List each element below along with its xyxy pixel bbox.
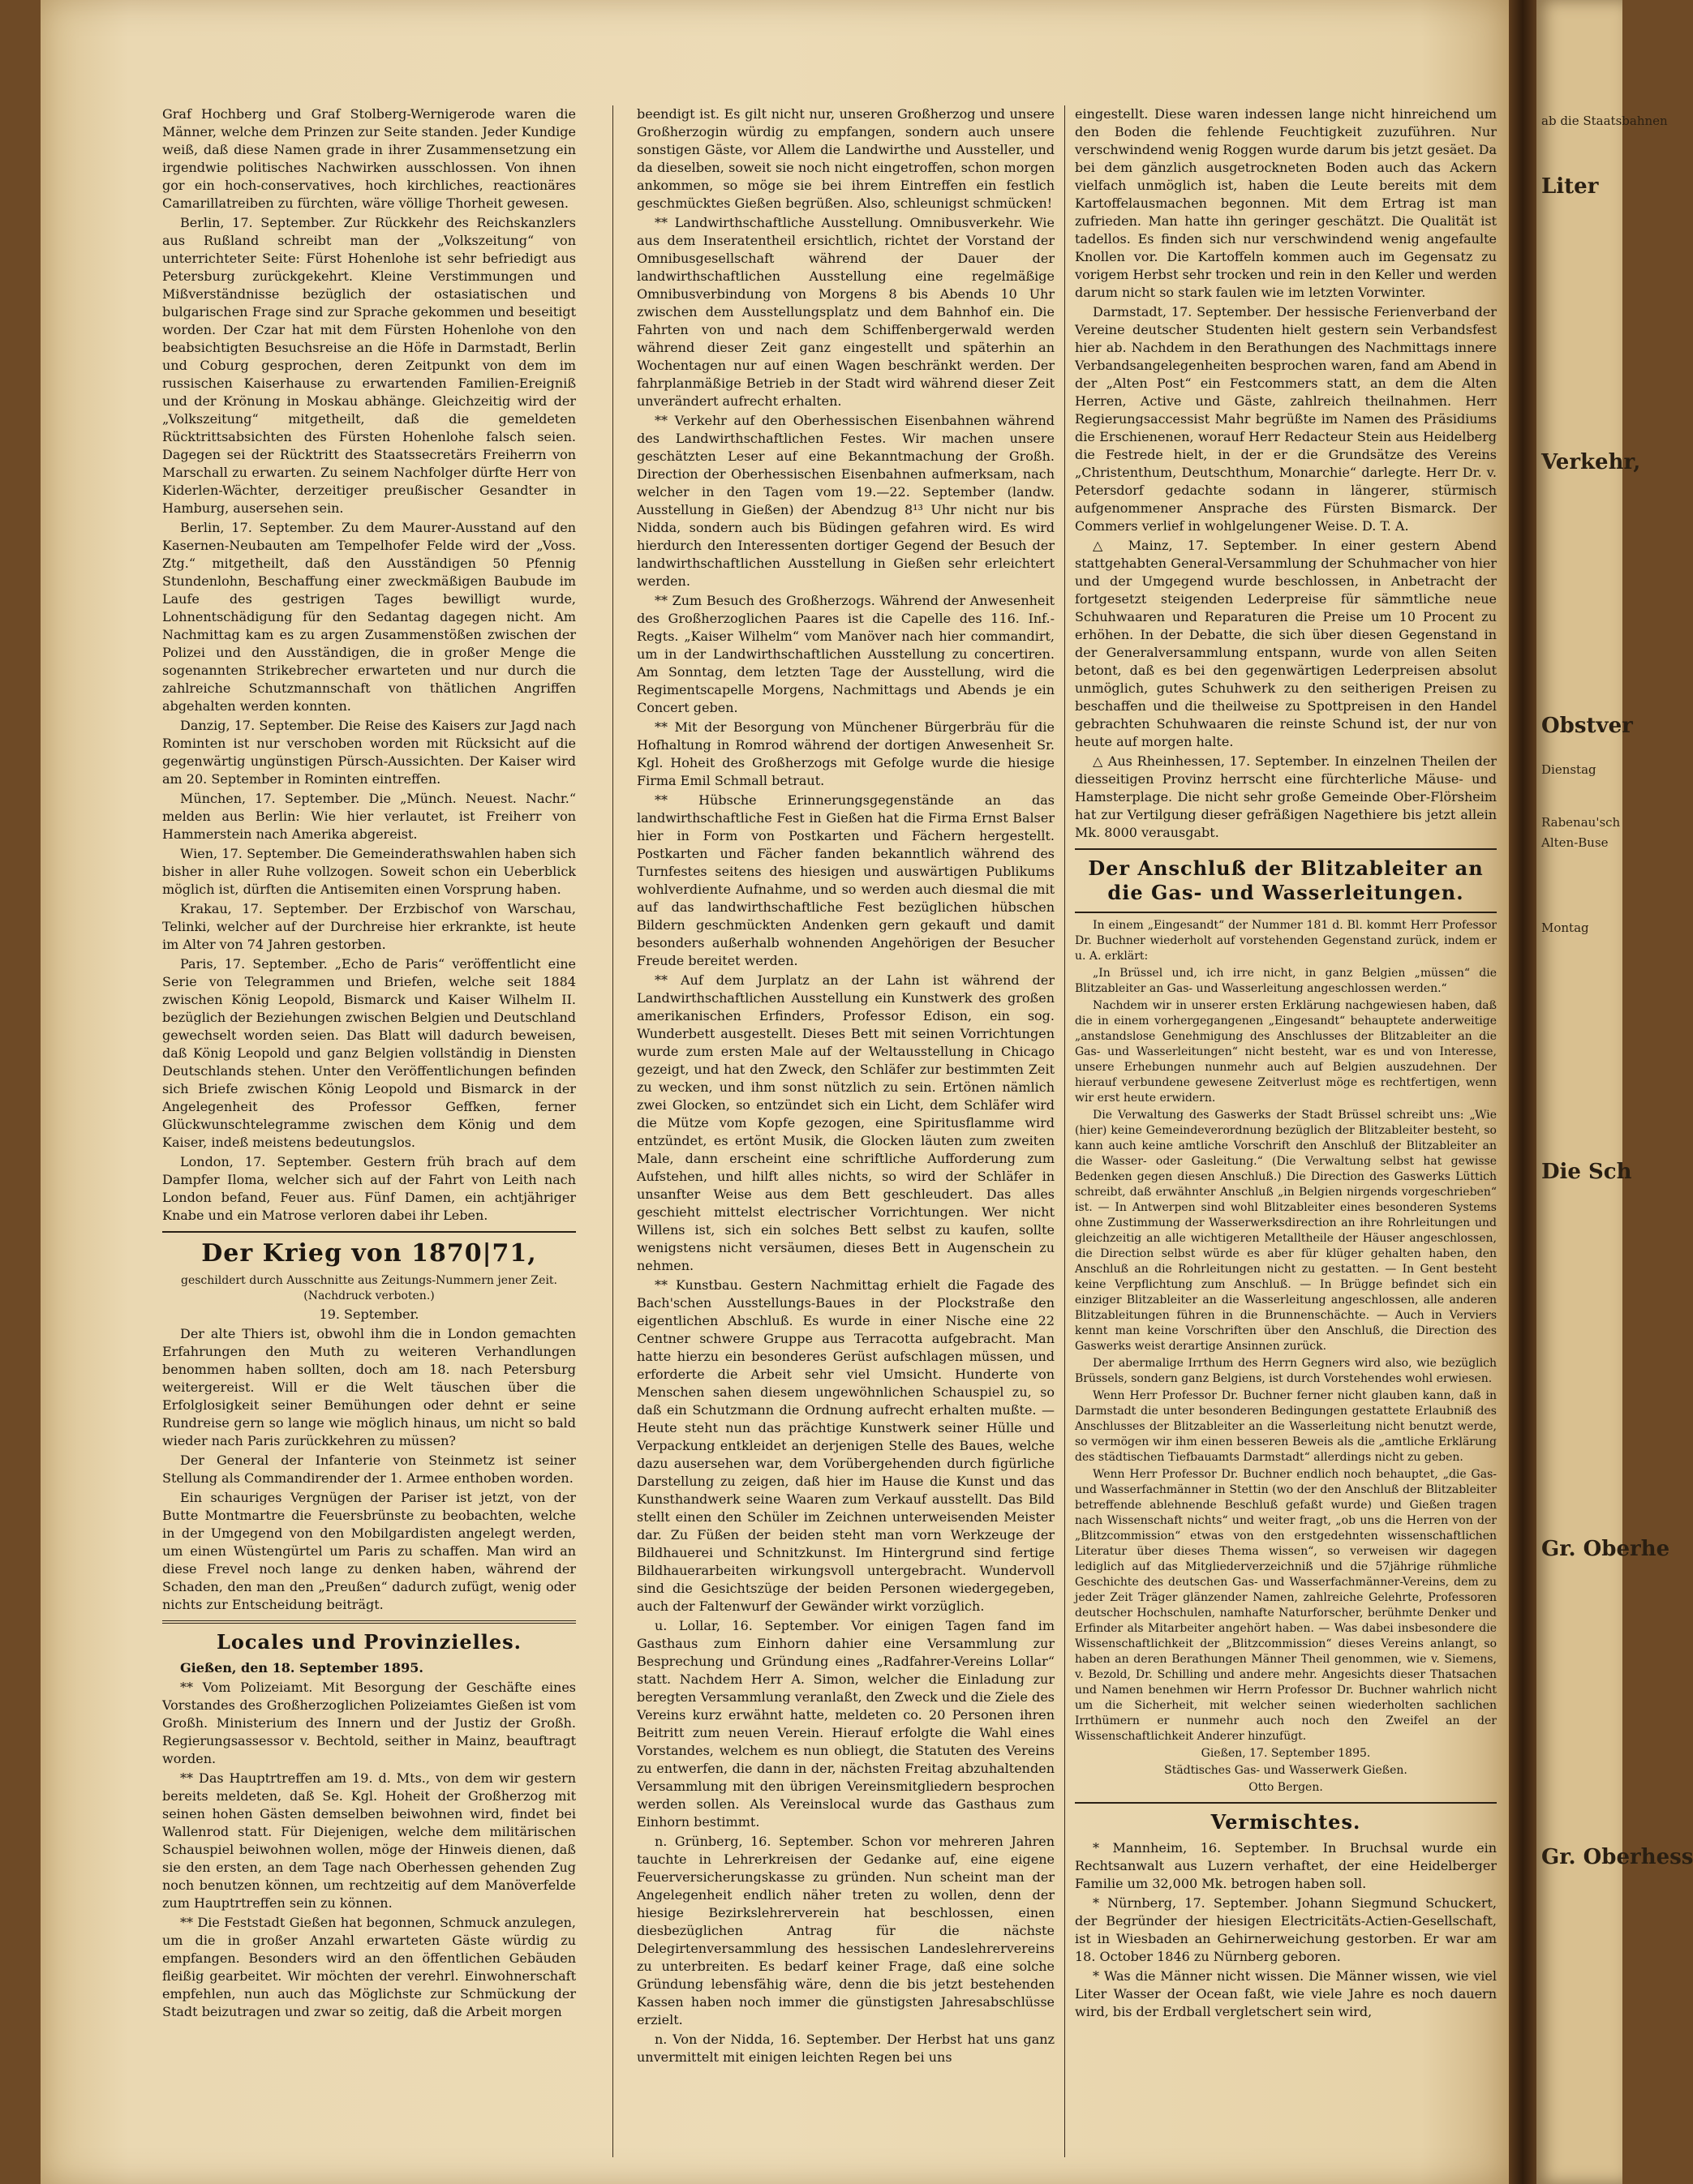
article-paragraph: ** Zum Besuch des Großherzogs. Während der Anwesenheit des Großherzoglichen Paares ist die Capelle des 116. Inf.-Regts. „Kaiser Wilhelm“ vom Manöver nach hier commandirt, um in der Landwirthschaftlichen Ausstellung zu concertiren. Am Sonntag, dem letzten Tage der Ausstellung, wird die Regimentscapelle Morgens, Nachmittags und Abends je ein Concert geben. [637,593,1055,715]
article-paragraph: ** Verkehr auf den Oberhessischen Eisenbahnen während des Landwirthschaftlichen Festes. Wir machen unsere geschätzten Leser auf eine Bekanntmachung der Großh. Direction der Oberhessischen Eisenbahnen aufmerksam, nach welcher in den Tagen vom 19.—22. September (landw. Ausstellung in Gießen) der Abendzug 8¹³ Uhr nicht nur bis Nidda, sondern auch bis Büdingen gefahren wird. Es wird hierdurch den Interessenten dortiger Gegend der Besuch der landwirthschaftlichen Ausstellung in Gießen sehr erleichtert werden. [637,413,1055,589]
blitz-article-title: Der Anschluß der Blitzableiter an die Gas- und Wasserleitungen. [1088,856,1484,904]
article-paragraph: Wien, 17. September. Die Gemeinderathswahlen haben sich bisher in aller Ruhe vollzogen. Soweit schon ein Ueberblick möglich ist, dürften die Antisemiten einen Vorsprung haben. [162,846,576,897]
adjacent-page-fragment: Obstver [1541,714,1633,738]
article-paragraph: ** Landwirthschaftliche Ausstellung. Omnibusverkehr. Wie aus dem Inseratentheil ersichtlich, richtet der Vorstand der Omnibusgesellschaft während der Dauer der landwirthschaftlichen Ausstellung eine regelmäßige Omnibusverbindung von Morgens 8 bis Abends 10 Uhr zwischen dem Ausstellungsplatz und dem Bahnhof ein. Die Fahrten von und nach dem Schiffenbergerwald werden während dieser Zeit ganz eingestellt und späterhin an Wochentagen nur auf einen Wagen beschränkt werden. Der fahrplanmäßige Betrieb in der Stadt wird während dieser Zeit unverändert aufrecht erhalten. [637,215,1055,409]
article-paragraph: Darmstadt, 17. September. Der hessische Ferienverband der Vereine deutscher Studenten hielt gestern sein Verbandsfest hier ab. Nachdem in den Berathungen des Nachmittags innere Verbandsangelegenheiten besprochen waren, fand am Abend in der „Alten Post“ ein Festcommers statt, an dem die Alten Herren, Active und Gäste, zahlreich theilnahmen. Herr Regierungsaccessist Mahr begrüßte im Namen des Präsidiums die Erschienenen, worauf Herr Redacteur Stein aus Heidelberg die Festrede hielt, in der er die Grundsätze des Vereins „Christenthum, Deutschthum, Monarchie“ darlegte. Herr Dr. v. Petersdorf gedachte sodann in längerer, stürmisch aufgenommener Ansprache des Fürsten Bismarck. Der Commers verlief in wohlgelungener Weise. D. T. A. [1075,304,1497,534]
section-divider [1075,848,1497,850]
article-paragraph: * Mannheim, 16. September. In Bruchsal wurde ein Rechtsanwalt aus Luzern verhaftet, der eine Heidelberger Familie um 32,000 Mk. betrogen haben soll. [1075,1840,1497,1891]
article-paragraph: eingestellt. Diese waren indessen lange nicht hinreichend um den Boden die fehlende Feuchtigkeit zuzuführen. Nur verschwindend wenig Roggen wurde darum bis jetzt gesäet. Da bei dem gänzlich ausgetrockneten Boden auch das Ackern vielfach unmöglich ist, haben die Leute bereits mit dem Kartoffelausmachen begonnen. Mit dem Ertrag ist man zufrieden. Man hatte ihn geringer geschätzt. Die Qualität ist tadellos. Es finden sich nur verschwindend wenig angefaulte Knollen vor. Die Kartoffeln kommen auch im Gegensatz zu vorigem Herbst sehr trocken und rein in den Keller und werden darum nicht so stark faulen wie im letzten Vorwinter. [1075,106,1497,300]
section-divider [162,1620,576,1624]
article-paragraph: u. Lollar, 16. September. Vor einigen Tagen fand im Gasthaus zum Einhorn dahier eine Versammlung zur Besprechung und Gründung eines „Radfahrer-Vereins Lollar“ statt. Nachdem Herr A. Simon, welcher die Einladung zur beregten Versammlung veranlaßt, den Zweck und die Ziele des Vereins kurz erwähnt hatte, meldeten co. 20 Personen ihren Beitritt zum neuen Verein. Hierauf erfolgte die Wahl eines Vorstandes, welchem es nun obliegt, die Statuten des Vereins zu entwerfen, die dann in der, nächsten Freitag abzuhaltenden Versammlung mit den übrigen Vereinsmitgliedern besprochen werden sollen. Als Vereinslocal wurde das Gasthaus zum Einhorn bestimmt. [637,1618,1055,1830]
article-paragraph: Ein schauriges Vergnügen der Pariser ist jetzt, von der Butte Montmartre die Feuersbrünste zu beobachten, welche in der Umgegend von den Mobilgardisten angelegt werden, um einen Wüstengürtel um Paris zu schaffen. Man wird an diese Frevel noch lange zu denken haben, während der Schaden, den man den „Preußen“ dadurch zufügt, wenig oder nichts zur Entscheidung beiträgt. [162,1490,576,1612]
local-section-dateline: Gießen, den 18. September 1895. [180,1660,423,1676]
local-section-title: Locales und Provinzielles. [217,1630,522,1654]
article-paragraph: * Nürnberg, 17. September. Johann Siegmund Schuckert, der Begründer der hiesigen Electricitäts-Actien-Gesellschaft, ist in Wiesbaden an Gehirnerweichung gestorben. Er war am 18. October 1846 zu Nürnberg geboren. [1075,1895,1497,1964]
section-divider [1075,1802,1497,1804]
war-section-title: Der Krieg von 1870|71, [201,1239,537,1268]
section-divider [162,1231,576,1233]
article-paragraph: * Was die Männer nicht wissen. Die Männer wissen, wie viel Liter Wasser der Ocean faßt, wie viele Jahre es noch dauern wird, bis der Erdball vergletschert sein wird, [1075,1968,1497,2019]
article-paragraph: ** Die Feststadt Gießen hat begonnen, Schmuck anzulegen, um die in großer Anzahl erwarteten Gäste würdig zu empfangen. Besonders wird an den öffentlichen Gebäuden fleißig gearbeitet. Wir möchten der verehrl. Einwohnerschaft empfehlen, nun auch das Möglichste zur Schmückung der Stadt beizutragen und zwar so zeitig, daß die Arbeit morgen [162,1915,576,2019]
adjacent-page-edge [1536,0,1693,2184]
adjacent-page-fragment: Liter [1541,174,1599,199]
article-paragraph: London, 17. September. Gestern früh brach auf dem Dampfer Iloma, welcher sich auf der Fahrt von Leith nach London befand, Feuer aus. Fünf Damen, ein achtjähriger Knabe und ein Matrose verloren dabei ihr Leben. [162,1154,576,1223]
article-paragraph: Graf Hochberg und Graf Stolberg-Wernigerode waren die Männer, welche dem Prinzen zur Seite standen. Jeder Kundige weiß, daß diese Namen grade in ihrer Zusammensetzung ein irgendwie politisches Nachwirken ausschlossen. Von ihnen gor ein hoch-conservatives, hoch kirchliches, reactionäres Camarillatreiben zu fürchten, wäre völlige Thorheit gewesen. [162,106,576,211]
article-paragraph: In einem „Eingesandt“ der Nummer 181 d. Bl. kommt Herr Professor Dr. Buchner wiederholt auf vorstehenden Gegenstand zurück, indem er u. A. erklärt: [1075,919,1497,963]
adjacent-page-fragment: Verkehr, [1541,450,1641,474]
article-paragraph: Wenn Herr Professor Dr. Buchner ferner nicht glauben kann, daß in Darmstadt die unter besonderen Bedingungen gestattete Erlaubniß des Anschlusses der Blitzableiter an die Wasserleitung nicht benutzt werde, so vermögen wir ihm einen besseren Beweis als die „amtliche Erklärung des städtischen Tiefbauamts Darmstadt“ allerdings nicht zu geben. [1075,1389,1497,1464]
article-paragraph: Die Verwaltung des Gaswerks der Stadt Brüssel schreibt uns: „Wie (hier) keine Gemeindeverordnung bezüglich der Blitzableiter besteht, so kann auch keine amtliche Vorschrift den Anschluß der Blitzableiter an die Wasser- oder Gasleitung.“ (Die Verwaltung selbst hat gewisse Bedenken gegen diesen Anschluß.) Die Direction des Gaswerks Lüttich schreibt, daß erwähnter Anschluß „in Belgien nirgends vorgeschrieben“ ist. — In Antwerpen sind wohl Blitzableiter eines besonderen Systems ohne Zustimmung der Wasserwerksdirection an ihre Rohrleitungen und gleichzeitig an alle wichtigeren Metalltheile der Häuser angeschlossen, die Direction selbst würde es aber für klüger gehalten haben, den Anschluß an die Rohrleitungen nicht zu gestatten. — In Gent besteht keine Verpflichtung zum Anschluß. — In Brügge befindet sich ein einziger Blitzableiter an die Wasserleitung angeschlossen, alle anderen Blitzableitungen führen in die Brunnenschächte. — Auch in Verviers kennt man keine Vorschriften über den Anschluß, die Direction des Gaswerks weist derartige Ansinnen zurück. [1075,1109,1497,1353]
adjacent-page-fragment: Gr. Oberhe [1541,1537,1670,1561]
adjacent-page-fragment: Gr. Oberhess [1541,1845,1693,1869]
adjacent-page-fragment: Dienstag [1541,762,1596,777]
article-paragraph: ** Mit der Besorgung von Münchener Bürgerbräu für die Hofhaltung in Romrod während der dortigen Anwesenheit Sr. Kgl. Hoheit des Großherzogs mit Gefolge wurde die hiesige Firma Emil Schmall betraut. [637,719,1055,788]
article-paragraph: ** Das Hauptrtreffen am 19. d. Mts., von dem wir gestern bereits meldeten, daß Se. Kgl. Hoheit der Großherzog mit seinen hohen Gästen demselben beiwohnen wird, findet bei Wallenrod statt. Für Diejenigen, welche dem militärischen Schauspiel beiwohnen wollen, möge der Hinweis dienen, daß sie den ersten, an dem Tage nach Oberhessen gehenden Zug noch benutzen können, um rechtzeitig auf dem Manöverfelde zum Hauptrtreffen sein zu können. [162,1770,576,1911]
adjacent-page-fragment: Alten-Buse [1541,835,1609,850]
article-paragraph: n. Grünberg, 16. September. Schon vor mehreren Jahren tauchte in Lehrerkreisen der Gedanke auf, eine eigene Feuerversicherungskasse zu gründen. Nun scheint man der Angelegenheit endlich näher treten zu wollen, denn der hiesige Bezirkslehrerverein hat beschlossen, einen diesbezüglichen Antrag für die nächste Delegirtenversammlung des hessischen Landeslehrervereins zu unterbreiten. Es bedarf keiner Frage, daß eine solche Gründung lebensfähig wäre, denn die bis jetzt bestehenden Kassen haben noch immer die günstigsten Jahresabschlüsse erzielt. [637,1834,1055,2027]
signature-org: Städtisches Gas- und Wasserwerk Gießen. [1164,1764,1407,1777]
article-paragraph: ** Kunstbau. Gestern Nachmittag erhielt die Fagade des Bach'schen Ausstellungs-Baues in der Plockstraße den eigentlichen Abschluß. Es wurde in einer Nische eine 22 Centner schwere Gruppe aus Terracotta aufgebracht. Man hatte hierzu ein besonderes Gerüst aufschlagen müssen, und erforderte die Arbeit sehr viel Umsicht. Hunderte von Menschen sahen diesem ungewöhnlichen Schauspiel zu, so daß ein Schutzmann die Ordnung aufrecht erhalten mußte. — Heute steht nun das prächtige Kunstwerk seiner Hülle und Verpackung entkleidet an derjenigen Stelle des Baues, welche dazu ausersehen war, dem Vorübergehenden durch figürliche Darstellung zu zeigen, daß hier im Hause die Kunst und das Kunsthandwerk seine Waaren zum Verkauf ausstellt. Das Bild stellt einen den Schüler im Zeichnen unterweisenden Meister dar. Zu Füßen der beiden steht man vorn Werkzeuge der Bildhauerei und Schnitzkunst. Im Hintergrund sind fertige Bildhauerarbeiten wirkungsvoll untergebracht. Wundervoll sind die Gesichtszüge der beiden Personen wiedergegeben, auch der Faltenwurf der Gewänder wirkt vorzüglich. [637,1277,1055,1614]
article-paragraph: ** Auf dem Jurplatz an der Lahn ist während der Landwirthschaftlichen Ausstellung ein Kunstwerk des großen amerikanischen Erfinders, Professor Edison, ein sog. Wunderbett ausgestellt. Dieses Bett mit seinen Vorrichtungen wurde zum ersten Male auf der Weltausstellung in Chicago gezeigt, und hat den Zweck, den Schläfer zur bestimmten Zeit zu wecken, und ihm sonst nützlich zu sein. Ertönen nämlich zwei Glocken, so entzündet sich ein Licht, dem Schläfer wird die Mütze vom Kopfe gezogen, eine Spiritusflamme wird entzündet, es ertönt Musik, die Glocken läuten zum zweiten Male, dann erscheint eine schriftliche Aufforderung zum Aufstehen, und hilft alles nichts, so wird der Schläfer in unsanfter Weise aus dem Bett geschleudert. Das alles geschieht mittelst electrischer Vorrichtungen. Wer nicht Willens ist, sich ein solches Bett selbst zu kaufen, sollte wenigstens nicht versäumen, dieses Bett in Augenschein zu nehmen. [637,972,1055,1273]
article-paragraph: Paris, 17. September. „Echo de Paris“ veröffentlicht eine Serie von Telegrammen und Briefen, welche seit 1884 zwischen König Leopold, Bismarck und Kaiser Wilhelm II. bezüglich der Beziehungen zwischen Belgien und Deutschland gewechselt worden seien. Das Blatt will dadurch beweisen, daß König Leopold und ganz Belgien vollständig in Diensten Deutschlands stehen. Unter den Veröffentlichungen befinden sich Briefe zwischen König Leopold und Bismarck in der Angelegenheit des Professor Geffken, ferner Glückwunschtelegramme zwischen dem König und dem Kaiser, indeß meistens bedeutungslos. [162,956,576,1150]
adjacent-page-fragment: Montag [1541,920,1589,935]
article-paragraph: Berlin, 17. September. Zu dem Maurer-Ausstand auf den Kasernen-Neubauten am Tempelhofer Felde wird der „Voss. Ztg.“ mitgetheilt, daß den Ausständigen 50 Pfennig Stundenlohn, Beschaffung einer zweckmäßigen Baubude im Laufe des gestrigen Tages bewilligt wurde, Lohnentschädigung für den Sedantag dagegen nicht. Am Nachmittag kam es zu argen Zusammenstößen zwischen der Polizei und den Ausständigen, die in großer Menge die sogenannten Strikebrecher erwarteten und nur durch die zahlreiche Schutzmannschaft von thätlichen Angriffen abgehalten werden konnten. [162,520,576,714]
article-paragraph: Wenn Herr Professor Dr. Buchner endlich noch behauptet, „die Gas- und Wasserfachmänner in Stettin (wo der den Anschluß der Blitzableiter betreffende ablehnende Beschluß gefaßt wurde) und Gießen tragen nach Wissenschaft nichts“ und weiter fragt, „ob uns die Herren von der „Blitzcommission“ etwas von den erstgedehnten wissenschaftlichen Literatur über dieses Thema wissen“, so verweisen wir dagegen lediglich auf das Mitgliederverzeichniß und die 57jährige rühmliche Geschichte des deutschen Gas- und Wasserfachmänner-Vereins, dem zu jeder Zeit Träger glänzender Namen, zahlreiche Gelehrte, Professoren deutscher Hochschulen, namhafte Naturforscher, berühmte Denker und Erfinder als Mitarbeiter angehört haben. — Was dabei insbesondere die Wissenschaftlichkeit der „Blitzcommission“ dieses Vereins anlangt, so haben an deren Berathungen Männer Theil genommen, wie v. Siemens, v. Bezold, Dr. Schilling und andere mehr. Angesichts dieser Thatsachen und Namen benehmen wir Herrn Professor Dr. Buchner wahrlich nicht um die Sicherheit, mit welcher seinen wiederholten sachlichen Irrthümern er nunmehr auch noch den Zweifel an der Wissenschaftlichkeit Anderer hinzufügt. [1075,1468,1497,1743]
article-paragraph: Der abermalige Irrthum des Herrn Gegners wird also, wie bezüglich Brüssels, sondern ganz Belgiens, ist durch Vorstehendes wohl erwiesen. [1075,1357,1497,1385]
article-paragraph: ** Hübsche Erinnerungsgegenstände an das landwirthschaftliche Fest in Gießen hat die Firma Ernst Balser hier in Form von Postkarten und Fächern hergestellt. Postkarten und Fächer fanden bekanntlich während des Turnfestes seitens des hiesigen und auswärtigen Publikums wohlverdiente Aufnahme, und so werden auch diesmal die mit auf das landwirthschaftliche Fest bezüglichen hübschen Bildern geschmückten Andenken gern gekauft und damit besonders außerhalb wohnenden Angehörigen der Besucher Freude bereitet werden. [637,792,1055,968]
article-paragraph: Berlin, 17. September. Zur Rückkehr des Reichskanzlers aus Rußland schreibt man der „Volkszeitung“ von unterrichteter Seite: Fürst Hohenlohe ist sehr befriedigt aus Petersburg zurückgekehrt. Kleine Verstimmungen und Mißverständnisse bezüglich der ostasiatischen und bulgarischen Frage sind zur Sprache gekommen und beseitigt worden. Der Czar hat mit dem Fürsten Hohenlohe von den beabsichtigten Besuchsreise an die Höfe in Darmstadt, Berlin und Coburg gesprochen, deren Zeitpunkt von dem im russischen Kaiserhause zu erwartenden Familien-Ereigniß und der Krönung in Moskau abhänge. Gleichzeitig wird der „Volkszeitung“ mitgetheilt, daß die gemeldeten Rücktrittsabsichten des Fürsten Hohenlohe falsch seien. Dagegen sei der Rücktritt des Staatssecretärs Freiherrn von Marschall zu erwarten. Zu seinem Nachfolger dürfte Herr von Kiderlen-Wächter, derzeitiger preußischer Gesandter in Hamburg, ausersehen sein. [162,215,576,516]
article-quote: „In Brüssel und, ich irre nicht, in ganz Belgien „müssen“ die Blitzableiter an Gas- und Wasserleitung angeschlossen werden.“ [1075,967,1497,995]
war-section-date: 19. September. [319,1307,419,1322]
article-paragraph: △ Mainz, 17. September. In einer gestern Abend stattgehabten General-Versammlung der Schuhmacher von hier und der Umgegend wurde beschlossen, in Anbetracht der fortgesetzt steigenden Lederpreise für sämmtliche neue Schuhwaaren und Reparaturen die Preise um 10 Procent zu erhöhen. In der Debatte, die sich über diesen Gegenstand in der Generalversammlung entspann, wurde von allen Seiten betont, daß es bei den gegenwärtigen Lederpreisen absolut unmöglich, gutes Schuhwerk zu den seitherigen Preisen zu beschaffen und die theilweise zu Spottpreisen in den Handel gebrachten Schuhwaaren die reinste Schund ist, der nur von heute auf morgen halte. [1075,538,1497,749]
column-1 [162,105,576,2165]
adjacent-page-fragment: Die Sch [1541,1160,1632,1184]
column-3 [1075,105,1497,2165]
article-paragraph: △ Aus Rheinhessen, 17. September. In einzelnen Theilen der diesseitigen Provinz herrscht eine fürchterliche Mäuse- und Hamsterplage. Die nicht sehr große Gemeinde Ober-Flörsheim hat zur Vertilgung dieser gefräßigen Nagethiere bis jetzt allein Mk. 8000 verausgabt. [1075,753,1497,840]
signature-name: Otto Bergen. [1248,1781,1323,1794]
article-paragraph: Der alte Thiers ist, obwohl ihm die in London gemachten Erfahrungen den Muth zu weiteren Verhandlungen benommen haben sollten, doch am 18. nach Petersburg weitergereist. Will er die Welt täuschen über die Erfolglosigkeit seiner Bemühungen oder dehnt er seine Rundreise gern so lange wie möglich hinaus, um nicht so bald wieder nach Paris zurückkehren zu müssen? [162,1326,576,1448]
binding-gutter [1509,0,1536,2184]
misc-section-title: Vermischtes. [1210,1810,1361,1834]
column-rule [1064,105,1065,2157]
article-paragraph: München, 17. September. Die „Münch. Neuest. Nachr.“ melden aus Berlin: Wie hier verlautet, ist Freiherr von Hammerstein nach Amerika abgereist. [162,791,576,842]
adjacent-page-fragment: ab die Staatsbahnen [1541,114,1668,128]
war-section-subtitle: geschildert durch Ausschnitte aus Zeitungs-Nummern jener Zeit. (Nachdruck verboten.) [181,1274,557,1302]
signature-date: Gießen, 17. September 1895. [1201,1747,1371,1760]
article-paragraph: Der General der Infanterie von Steinmetz ist seiner Stellung als Commandirender der 1. Armee enthoben worden. [162,1452,576,1486]
newspaper-page [41,0,1509,2184]
column-rule [612,105,613,2157]
article-paragraph: Danzig, 17. September. Die Reise des Kaisers zur Jagd nach Rominten ist nur verschoben worden mit Rücksicht auf die gegenwärtig ungünstigen Pürsch-Aussichten. Der Kaiser wird am 20. September in Rominten eintreffen. [162,718,576,787]
adjacent-page-fragment: Rabenau'sch [1541,815,1621,830]
section-divider [1075,912,1497,913]
article-paragraph: beendigt ist. Es gilt nicht nur, unseren Großherzog und unsere Großherzogin würdig zu empfangen, sondern auch unsere sonstigen Gäste, vor Allem die Landwirthe und Aussteller, und da dieselben, soweit sie noch nicht eingetroffen, schon morgen ankommen, so möge sie bei ihrem Eintreffen ein festlich geschmücktes Gießen begrüßen. Also, schleunigst schmücken! [637,106,1055,211]
article-paragraph: Krakau, 17. September. Der Erzbischof von Warschau, Telinki, welcher auf der Durchreise hier erkrankte, ist heute im Alter von 74 Jahren gestorben. [162,901,576,952]
article-paragraph: Nachdem wir in unserer ersten Erklärung nachgewiesen haben, daß die in einem vorhergegangenen „Eingesandt“ behauptete anderweitige „anstandslose Genehmigung des Anschlusses der Blitzableiter an die Gas- und Wasserleitungen“ nicht besteht, war es und von Interesse, unsere Erhebungen nunmehr auch auf Belgien auszudehnen. Der hierauf verbundene gewesene Zeitverlust möge es rechtfertigen, wenn wir erst heute erwidern. [1075,999,1497,1105]
column-2 [637,105,1055,2165]
article-paragraph: ** Vom Polizeiamt. Mit Besorgung der Geschäfte eines Vorstandes des Großherzoglichen Polizeiamtes Gießen ist vom Großh. Ministerium des Innern und der Justiz der Großh. Regierungsassessor v. Bechtold, seither in Mainz, beauftragt worden. [162,1680,576,1766]
article-paragraph: n. Von der Nidda, 16. September. Der Herbst hat uns ganz unvermittelt mit einigen leichten Regen bei uns [637,2032,1055,2065]
